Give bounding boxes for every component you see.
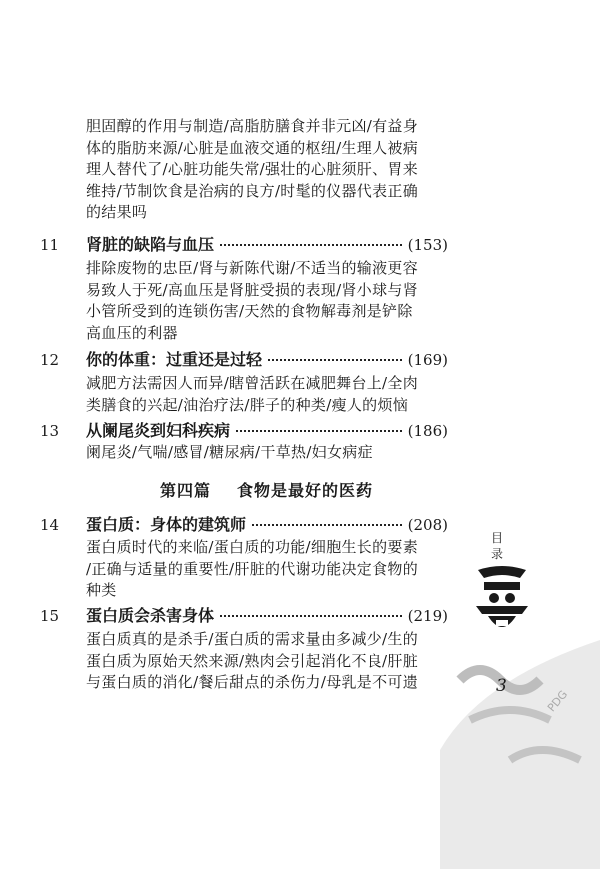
description-line: 排除废物的忠臣/肾与新陈代谢/不适当的输液更容 [86,259,419,277]
dot-leader [220,244,402,246]
description-line: 易致人于死/高血压是肾脏受损的表现/肾小球与肾 [86,280,419,299]
chapter-number: 14 [40,516,60,534]
description-line: 高血压的利器 [86,323,178,342]
page-reference: (186) [407,422,448,440]
description-line: 小管所受到的连锁伤害/天然的食物解毒剂是铲除 [86,302,413,320]
chapter-description [86,537,444,602]
dot-leader [268,359,402,361]
description-line: 与蛋白质的消化/餐后甜点的杀伤力/母乳是不可遗 [86,673,419,691]
description-line: 阑尾炎/气喘/感冒/糖尿病/干草热/妇女病症 [86,443,373,461]
chapter-title: 蛋白质会杀害身体 [86,606,215,625]
page-number: 3 [496,676,507,696]
description-line: 蛋白质为原始天然来源/熟肉会引起消化不良/肝脏 [86,651,419,670]
side-section-label [490,530,504,562]
toc-entry-11[interactable] [40,232,448,254]
chapter-title: 你的体重：过重还是过轻 [86,350,263,369]
description-line: 类膳食的兴起/油治疗法/胖子的种类/瘦人的烦恼 [86,395,409,414]
decorative-figure-icon [470,560,534,640]
page-reference: (208) [407,516,448,534]
description-line: 理人替代了/心脏功能失常/强壮的心脏须肝、胃来 [86,160,419,178]
description-line: 维持/节制饮食是治病的良方/时髦的仪器代表正确 [86,181,419,200]
chapter-title: 肾脏的缺陷与血压 [86,235,215,254]
toc-entry-12[interactable] [40,347,448,369]
chapter-number: 13 [40,422,60,440]
dot-leader [236,430,402,432]
dot-leader [252,524,402,526]
part-label: 第四篇 [160,481,212,500]
page-reference: (219) [407,607,448,625]
description-line: 的结果吗 [86,203,148,221]
chapter-description [86,116,444,224]
chapter-description [86,258,444,344]
dot-leader [220,615,402,617]
description-line: 种类 [86,581,117,599]
description-line: 体的脂肪来源/心脏是血液交通的枢纽/生理人被病 [86,138,419,157]
description-line: /正确与适量的重要性/肝脏的代谢功能决定食物的 [86,559,419,578]
chapter-title: 从阑尾炎到妇科疾病 [86,421,231,440]
toc-entry-14[interactable] [40,512,448,534]
description-line: 胆固醇的作用与制造/高脂肪膳食并非元凶/有益身 [86,117,419,135]
chapter-description [86,442,444,464]
description-line: 蛋白质时代的来临/蛋白质的功能/细胞生长的要素 [86,538,419,556]
chapter-description [86,373,444,416]
description-line: 蛋白质真的是杀手/蛋白质的需求量由多减少/生的 [86,630,419,648]
page-reference: (153) [407,236,448,254]
watermark-label: PDG [545,687,571,715]
chapter-number: 11 [40,236,60,254]
chapter-description [86,629,444,694]
part-title: 食物是最好的医药 [237,481,374,500]
chapter-number: 15 [40,607,60,625]
description-line: 减肥方法需因人而异/瞎曾活跃在减肥舞台上/全肉 [86,374,419,392]
part-heading [160,478,373,501]
chapter-number: 12 [40,351,60,369]
library-watermark-stamp [440,640,600,869]
side-label-text: 目录 [490,531,503,561]
chapter-title: 蛋白质：身体的建筑师 [86,515,247,534]
toc-entry-13[interactable] [40,418,448,440]
toc-entry-15[interactable] [40,603,448,625]
page-reference: (169) [407,351,448,369]
